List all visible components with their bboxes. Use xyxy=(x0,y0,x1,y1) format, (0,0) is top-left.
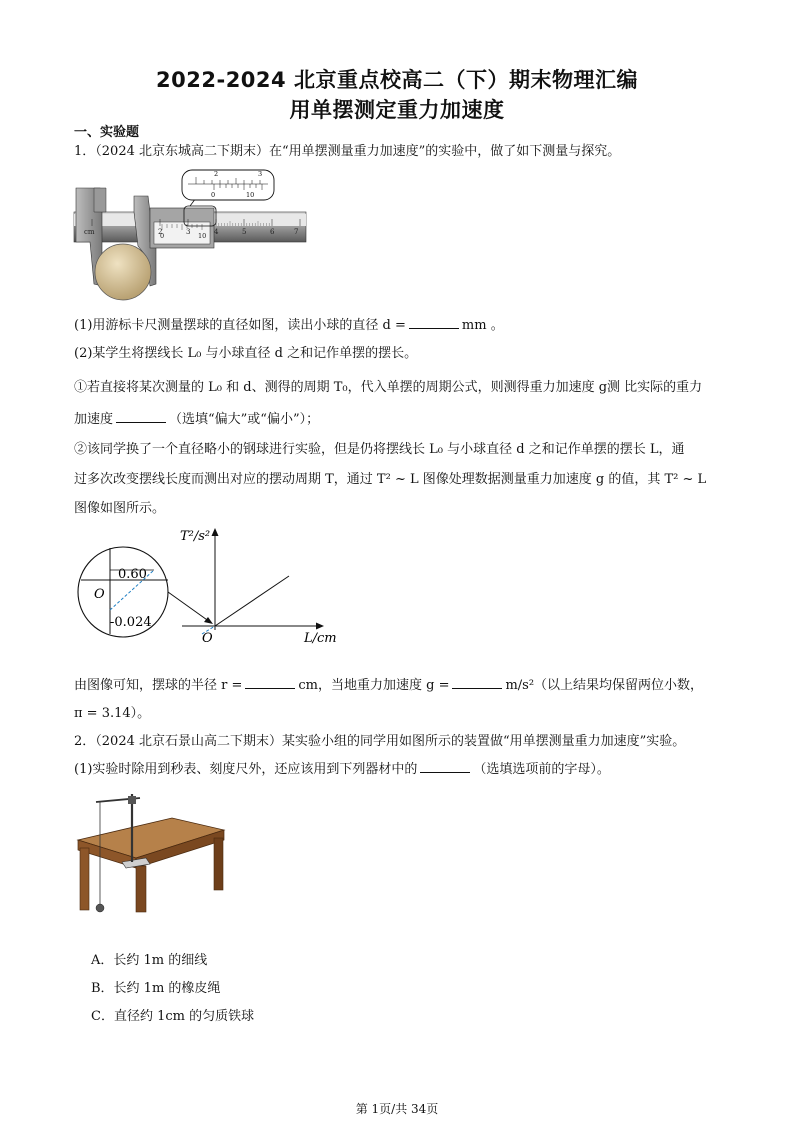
zoom-vernier-label: 0 xyxy=(211,191,216,199)
main-scale-label: 4 xyxy=(214,228,219,236)
main-scale-label: 6 xyxy=(270,228,275,236)
main-scale-label: 5 xyxy=(242,228,247,236)
answer-blank[interactable] xyxy=(245,676,295,689)
option-c: C．直径约 1cm 的匀质铁球 xyxy=(91,1009,255,1024)
x-axis-label: L/cm xyxy=(304,631,337,646)
t2-l-graph xyxy=(72,526,362,650)
pendulum-table-figure xyxy=(74,788,230,914)
q1-part2-1-line2: 加速度 （选填“偏大”或“偏小”）； xyxy=(74,412,320,427)
answer-blank[interactable] xyxy=(452,676,502,689)
zoom-value-bottom: -0.024 xyxy=(110,615,152,630)
zoom-main-label: 2 xyxy=(214,170,219,178)
option-a: A．长约 1m 的细线 xyxy=(91,953,208,968)
page-footer: 第 1页/共 34页 xyxy=(355,1102,439,1116)
page-title-line2: 用单摆测定重力加速度 xyxy=(289,98,505,122)
data-line xyxy=(215,576,289,626)
vernier-caliper-figure xyxy=(72,166,312,312)
q1-part2: (2)某学生将摆线长 L₀ 与小球直径 d 之和记作单摆的摆长。 xyxy=(74,346,418,361)
q2-intro: 2．（2024 北京石景山高二下期末）某实验小组的同学用如图所示的装置做“用单摆测量重力加速度”实验。 xyxy=(74,734,686,749)
q1-part2-1-line1: ①若直接将某次测量的 L₀ 和 d、测得的周期 T₀，代入单摆的周期公式，则测得重力加速度 g测 比实际的重力 xyxy=(74,380,703,395)
q1-part1: (1)用游标卡尺测量摆球的直径如图，读出小球的直径 d = mm 。 xyxy=(74,318,504,333)
main-scale-label: 7 xyxy=(294,228,299,236)
zoom-origin-label: O xyxy=(94,587,105,602)
main-scale-label: 3 xyxy=(186,228,191,236)
q1-part2-2-line3: 图像如图所示。 xyxy=(74,501,166,516)
main-scale-label: 2 xyxy=(158,228,163,236)
q1-part2-2-line2: 过多次改变摆线长度而测出对应的摆动周期 T，通过 T² ~ L 图像处理数据测量重力加速度 g 的值，其 T² ~ L xyxy=(74,472,707,487)
q1-part2-2-answer: 由图像可知，摆球的半径 r = cm，当地重力加速度 g = m/s²（以上结果均保留两位小数， xyxy=(74,678,704,693)
y-axis-label: T²/s² xyxy=(180,529,211,544)
vernier-scale-label: 0 xyxy=(160,232,165,240)
zoom-main-label: 3 xyxy=(258,170,263,178)
vernier-scale-label: 10 xyxy=(198,232,207,240)
q1-intro: 1．（2024 北京东城高二下期末）在“用单摆测量重力加速度”的实验中，做了如下测量与探究。 xyxy=(74,144,621,159)
section-heading: 一、实验题 xyxy=(74,125,140,140)
q1-part2-2-note: π = 3.14）。 xyxy=(74,706,151,721)
zoom-value-top: 0.60 xyxy=(118,567,147,582)
zoom-vernier-label: 10 xyxy=(246,191,255,199)
origin-label: O xyxy=(202,631,213,646)
q1-part2-2-line1: ②该同学换了一个直径略小的钢球进行实验，但是仍将摆线长 L₀ 与小球直径 d 之和记作单摆的摆长 L，通 xyxy=(74,442,685,457)
answer-blank[interactable] xyxy=(420,760,470,773)
q2-part1: (1)实验时除用到秒表、刻度尺外，还应该用到下列器材中的 （选填选项前的字母）。 xyxy=(74,762,610,777)
answer-blank[interactable] xyxy=(409,316,459,329)
main-scale-label: cm xyxy=(84,228,95,236)
page-title-line1: 2022-2024 北京重点校高二（下）期末物理汇编 xyxy=(156,68,638,92)
answer-blank[interactable] xyxy=(116,410,166,423)
option-b: B．长约 1m 的橡皮绳 xyxy=(91,981,221,996)
